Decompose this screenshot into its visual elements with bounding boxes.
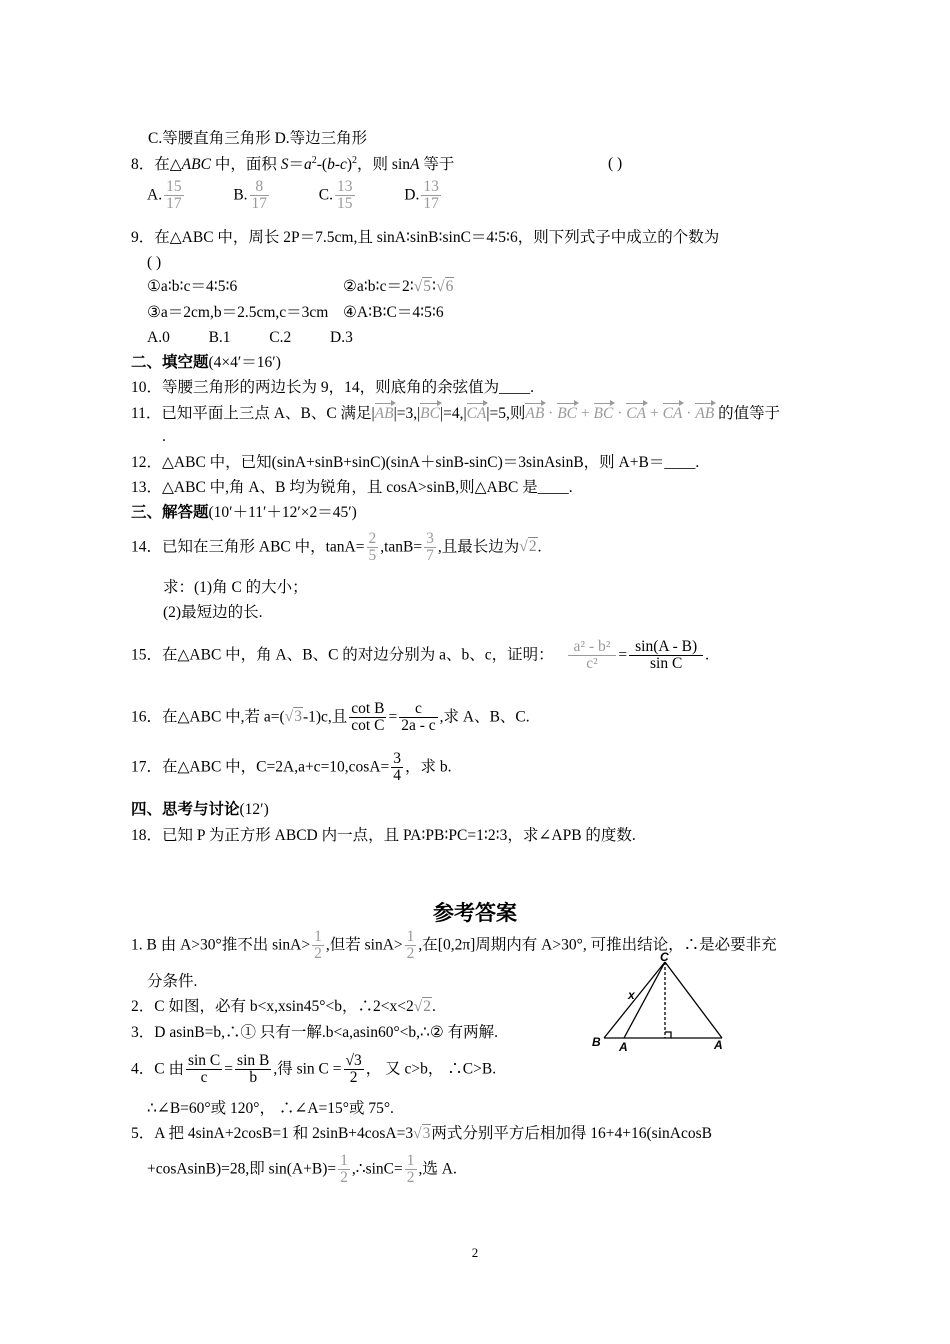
q9-options: A.0 B.1 C.2 D.3: [147, 329, 353, 346]
answer-5-line-2: +cosAsinB)=28,即 sin(A+B)= $\frac{1}{2}$ ,∴sinC= $\frac{1}{2}$ ,选 A.: [147, 1152, 457, 1187]
answer-2: 2．C 如图，必有 b<x,xsin45°<b，∴2<x<2√2.: [131, 998, 436, 1015]
fraction: $\frac{1}{2}$: [314, 928, 322, 963]
section-2-heading: 二、填空题(4×4′＝16′): [131, 354, 281, 371]
q9-answer-paren: ( ): [147, 254, 162, 271]
sqrt-5: √5: [413, 278, 432, 295]
page-number: 2: [471, 1245, 479, 1260]
q8-options: A. $\frac{15}{17}$ B. $\frac{8}{17}$ C. $\frac{13}{15}$ D. $\frac{13}{17}$: [147, 178, 439, 213]
fraction: $\frac{\text{cot B}}{\text{cot C}}$: [351, 700, 385, 735]
answer-1-line-2: 分条件.: [147, 973, 198, 990]
sqrt-3: √3: [284, 708, 302, 726]
question-14: 14．已知在三角形 ABC 中，tanA= $\frac{2}{5}$ ,tanB= $\frac{3}{7}$ ,且最长边为√2.: [131, 530, 542, 565]
section-4-heading: 四、思考与讨论(12′): [131, 801, 269, 818]
label-B: B: [592, 1035, 601, 1049]
section-3-heading: 三、解答题(10′＋11′＋12′×2＝45′): [131, 504, 357, 521]
fraction: $\frac{1}{2}$: [340, 1152, 348, 1187]
fraction: $\frac{13}{15}$: [337, 178, 353, 213]
fraction: $\frac{\text{sin C}}{c}$: [187, 1052, 221, 1087]
fraction: $\frac{1}{2}$: [406, 1152, 415, 1187]
q9-item-3: ③a＝2cm,b＝2.5cm,c＝3cm: [147, 304, 329, 321]
sqrt-3: √3: [413, 1125, 431, 1142]
answer-1: 1. B 由 A>30°推不出 sinA> $\frac{1}{2}$ ,但若 sinA> $\frac{1}{2}$ ,在[0,2π]周期内有 A>30°, 可推出结论，∴是必要非充: [131, 928, 777, 963]
sqrt-6: √6: [436, 278, 454, 295]
q14-part-2: (2)最短边的长.: [163, 604, 263, 621]
question-13: 13．△ABC 中,角 A、B 均为锐角，且 cosA>sinB,则△ABC 是____.: [131, 479, 573, 496]
question-11: 11．已知平面上三点 A、B、C 满足|AB|=3,|BC|=4,|CA|=5,则AB · BC + BC · CA + CA · AB 的值等于: [131, 405, 781, 422]
answer-3: 3．D asinB=b,∴① 只有一解.b<a,asin60°<b,∴② 有两解.: [131, 1024, 499, 1041]
question-15: 15．在△ABC 中，角 A、B、C 的对边分别为 a、b、c，证明： $\frac{\text{a² - b²}}{\text{c²}}$ = $\frac{\sin(A - B)}{\text{sin C}}$ .: [131, 638, 710, 673]
q8-answer-paren: ( ): [608, 155, 623, 172]
fraction: $\frac{√3}{2}$: [345, 1052, 362, 1087]
answer-4-line-2: ∴∠B=60°或 120°， ∴∠A=15°或 75°.: [147, 1100, 394, 1117]
fraction: $\frac{8}{17}$: [251, 178, 268, 213]
answers-title: 参考答案: [433, 901, 517, 925]
sqrt-2: √2: [413, 998, 431, 1015]
q11-dot: .: [162, 428, 166, 445]
q9-item-1: ①a∶b∶c＝4∶5∶6: [147, 278, 238, 295]
answer-5: 5．A 把 4sinA+2cosB=1 和 2sinB+4cosA=3√3两式分别平方后相加得 16+4+16(sinAcosB: [131, 1125, 712, 1142]
fraction: $\frac{\sin(A - B)}{\text{sin C}}$: [629, 639, 703, 673]
fraction: $\frac{\text{a² - b²}}{\text{c²}}$: [568, 639, 617, 673]
label-A2: A: [714, 1038, 723, 1052]
question-18: 18．已知 P 为正方形 ABCD 内一点，且 PA∶PB∶PC=1∶2∶3，求∠APB 的度数.: [131, 827, 636, 844]
fraction: $\frac{2}{5}$: [368, 530, 377, 565]
label-x: x: [628, 988, 635, 1002]
question-16: 16．在△ABC 中,若 a=(√3-1)c,且 $\frac{\text{cot B}}{\text{cot C}}$ = $\frac{c}{2a - c}$ ,求 A、B、C.: [131, 700, 530, 735]
answer-4: 4．C 由 $\frac{\text{sin C}}{c}$ = $\frac{\text{sin B}}{b}$ ,得 sin C = $\frac{√3}{2}$ ， 又 c>b， ∴C>B.: [131, 1052, 497, 1087]
fraction: $\frac{3}{4}$: [393, 750, 402, 785]
fraction: $\frac{3}{7}$: [426, 530, 434, 565]
q9-item-4: ④A∶B∶C＝4∶5∶6: [343, 304, 444, 321]
triangle-figure: [590, 952, 740, 1054]
q9-item-2: ②a∶b∶c＝2∶√5∶√6: [343, 278, 454, 295]
q7-options-cd: C.等腰直角三角形 D.等边三角形: [148, 130, 368, 147]
question-12: 12．△ABC 中，已知(sinA+sinB+sinC)(sinA＋sinB-sinC)＝3sinAsinB，则 A+B＝____.: [131, 454, 700, 471]
question-17: 17．在△ABC 中，C=2A,a+c=10,cosA= $\frac{3}{4}$ ，求 b.: [131, 750, 452, 785]
question-8: 8．在△ABC 中，面积 $S=a^2-(b-c)^2$，则 sinA 等于: [131, 155, 455, 174]
q14-part-1: 求：(1)角 C 的大小；: [163, 579, 308, 596]
side-ca: [665, 962, 722, 1038]
fraction: $\frac{1}{2}$: [406, 928, 415, 963]
sqrt-2: √2: [519, 538, 537, 556]
question-9: 9．在△ABC 中，周长 2P＝7.5cm,且 sinA∶sinB∶sinC＝4∶5∶6，则下列式子中成立的个数为: [131, 229, 720, 246]
question-10: 10．等腰三角形的两边长为 9，14，则底角的余弦值为____.: [131, 379, 535, 396]
label-A1: A: [619, 1040, 628, 1054]
fraction: $\frac{13}{17}$: [423, 178, 439, 213]
label-C: C: [660, 952, 669, 964]
right-angle-mark: [665, 1032, 671, 1038]
fraction: $\frac{\text{sin B}}{b}$: [237, 1052, 270, 1087]
fraction: $\frac{15}{17}$: [166, 178, 182, 213]
fraction: $\frac{c}{2a - c}$: [401, 700, 436, 735]
